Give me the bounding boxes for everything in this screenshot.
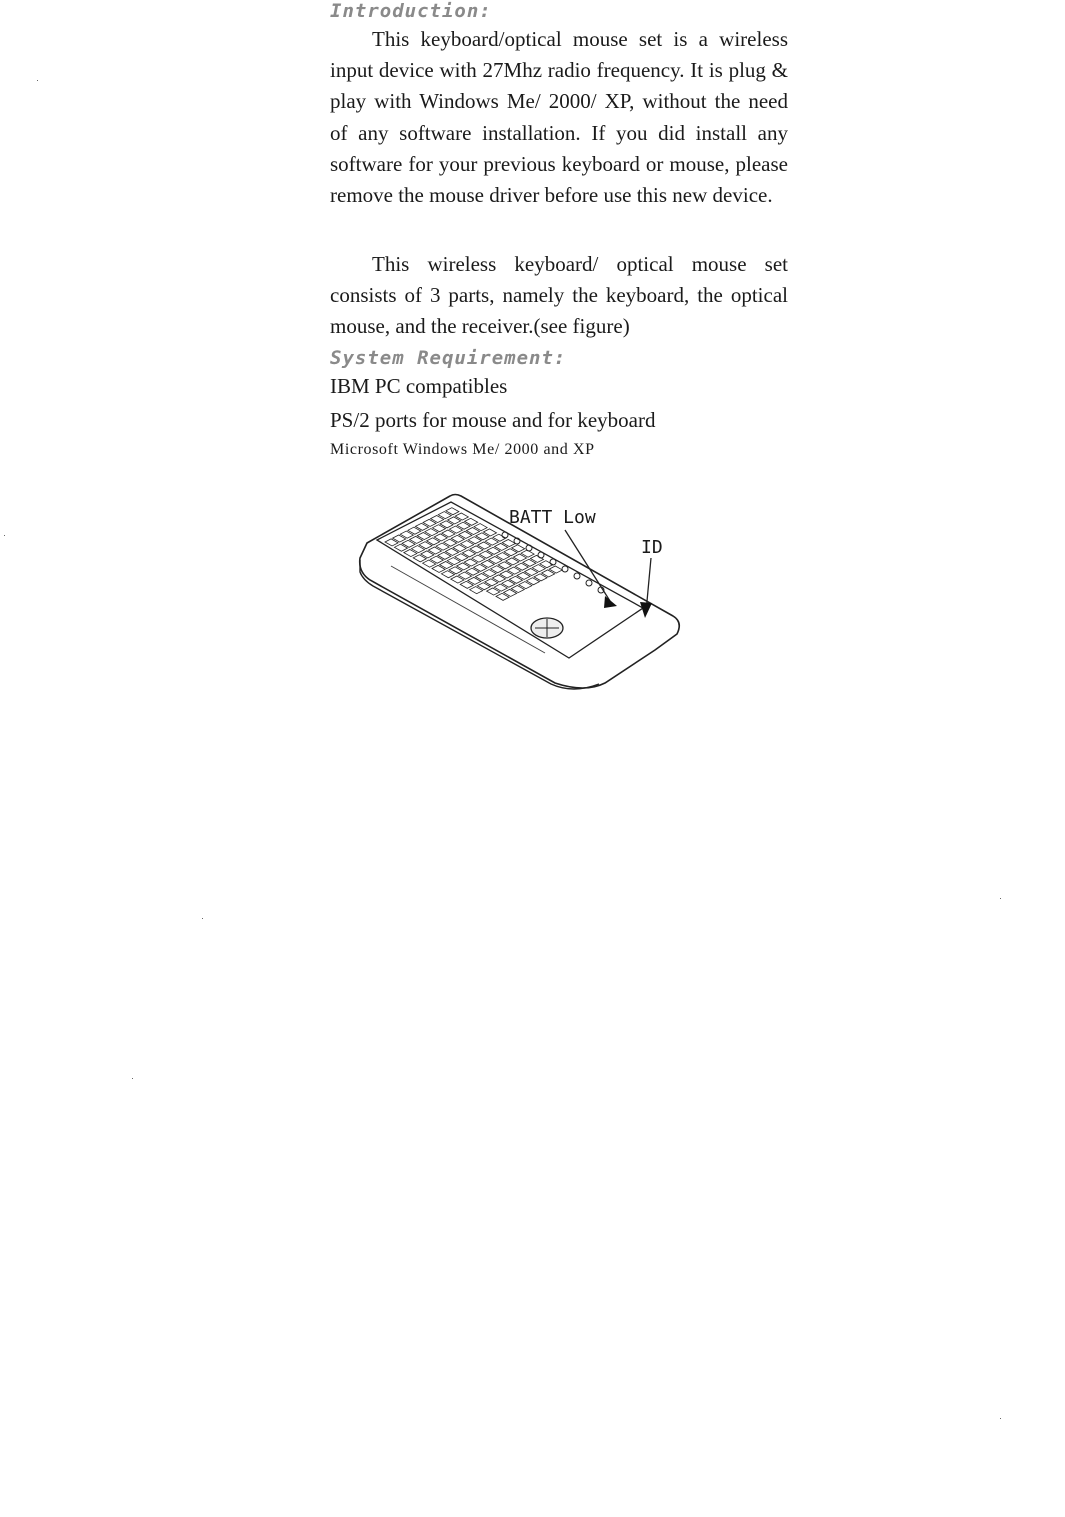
- requirement-item-pc: IBM PC compatibles: [330, 374, 508, 398]
- keyboard-illustration: [355, 488, 685, 693]
- intro-paragraph-2: [330, 249, 788, 343]
- system-requirement-heading: System Requirement:: [330, 347, 567, 369]
- requirement-item-ps2: PS/2 ports for mouse and for keyboard: [330, 408, 656, 432]
- intro-paragraph-2-text: This wireless keyboard/ optical mouse set consists of 3 parts, namely the keyboard, the optical mouse, and the receiver.(see figure): [330, 252, 788, 339]
- batt-low-label: BATT Low: [509, 507, 596, 528]
- intro-paragraph-1: [330, 24, 788, 211]
- intro-paragraph-1-text: This keyboard/optical mouse set is a wireless input device with 27Mhz radio frequency. It is plug & play with Windows Me/ 2000/ XP, without the need of any software installation. If you did install any software for your previous keyboard or mouse, please remove the mouse driver before use this new device.: [330, 27, 788, 208]
- introduction-heading: Introduction:: [330, 0, 492, 22]
- id-label: ID: [641, 537, 663, 558]
- requirement-item-os: Microsoft Windows Me/ 2000 and XP: [330, 441, 595, 458]
- keyboard-figure: [355, 488, 685, 693]
